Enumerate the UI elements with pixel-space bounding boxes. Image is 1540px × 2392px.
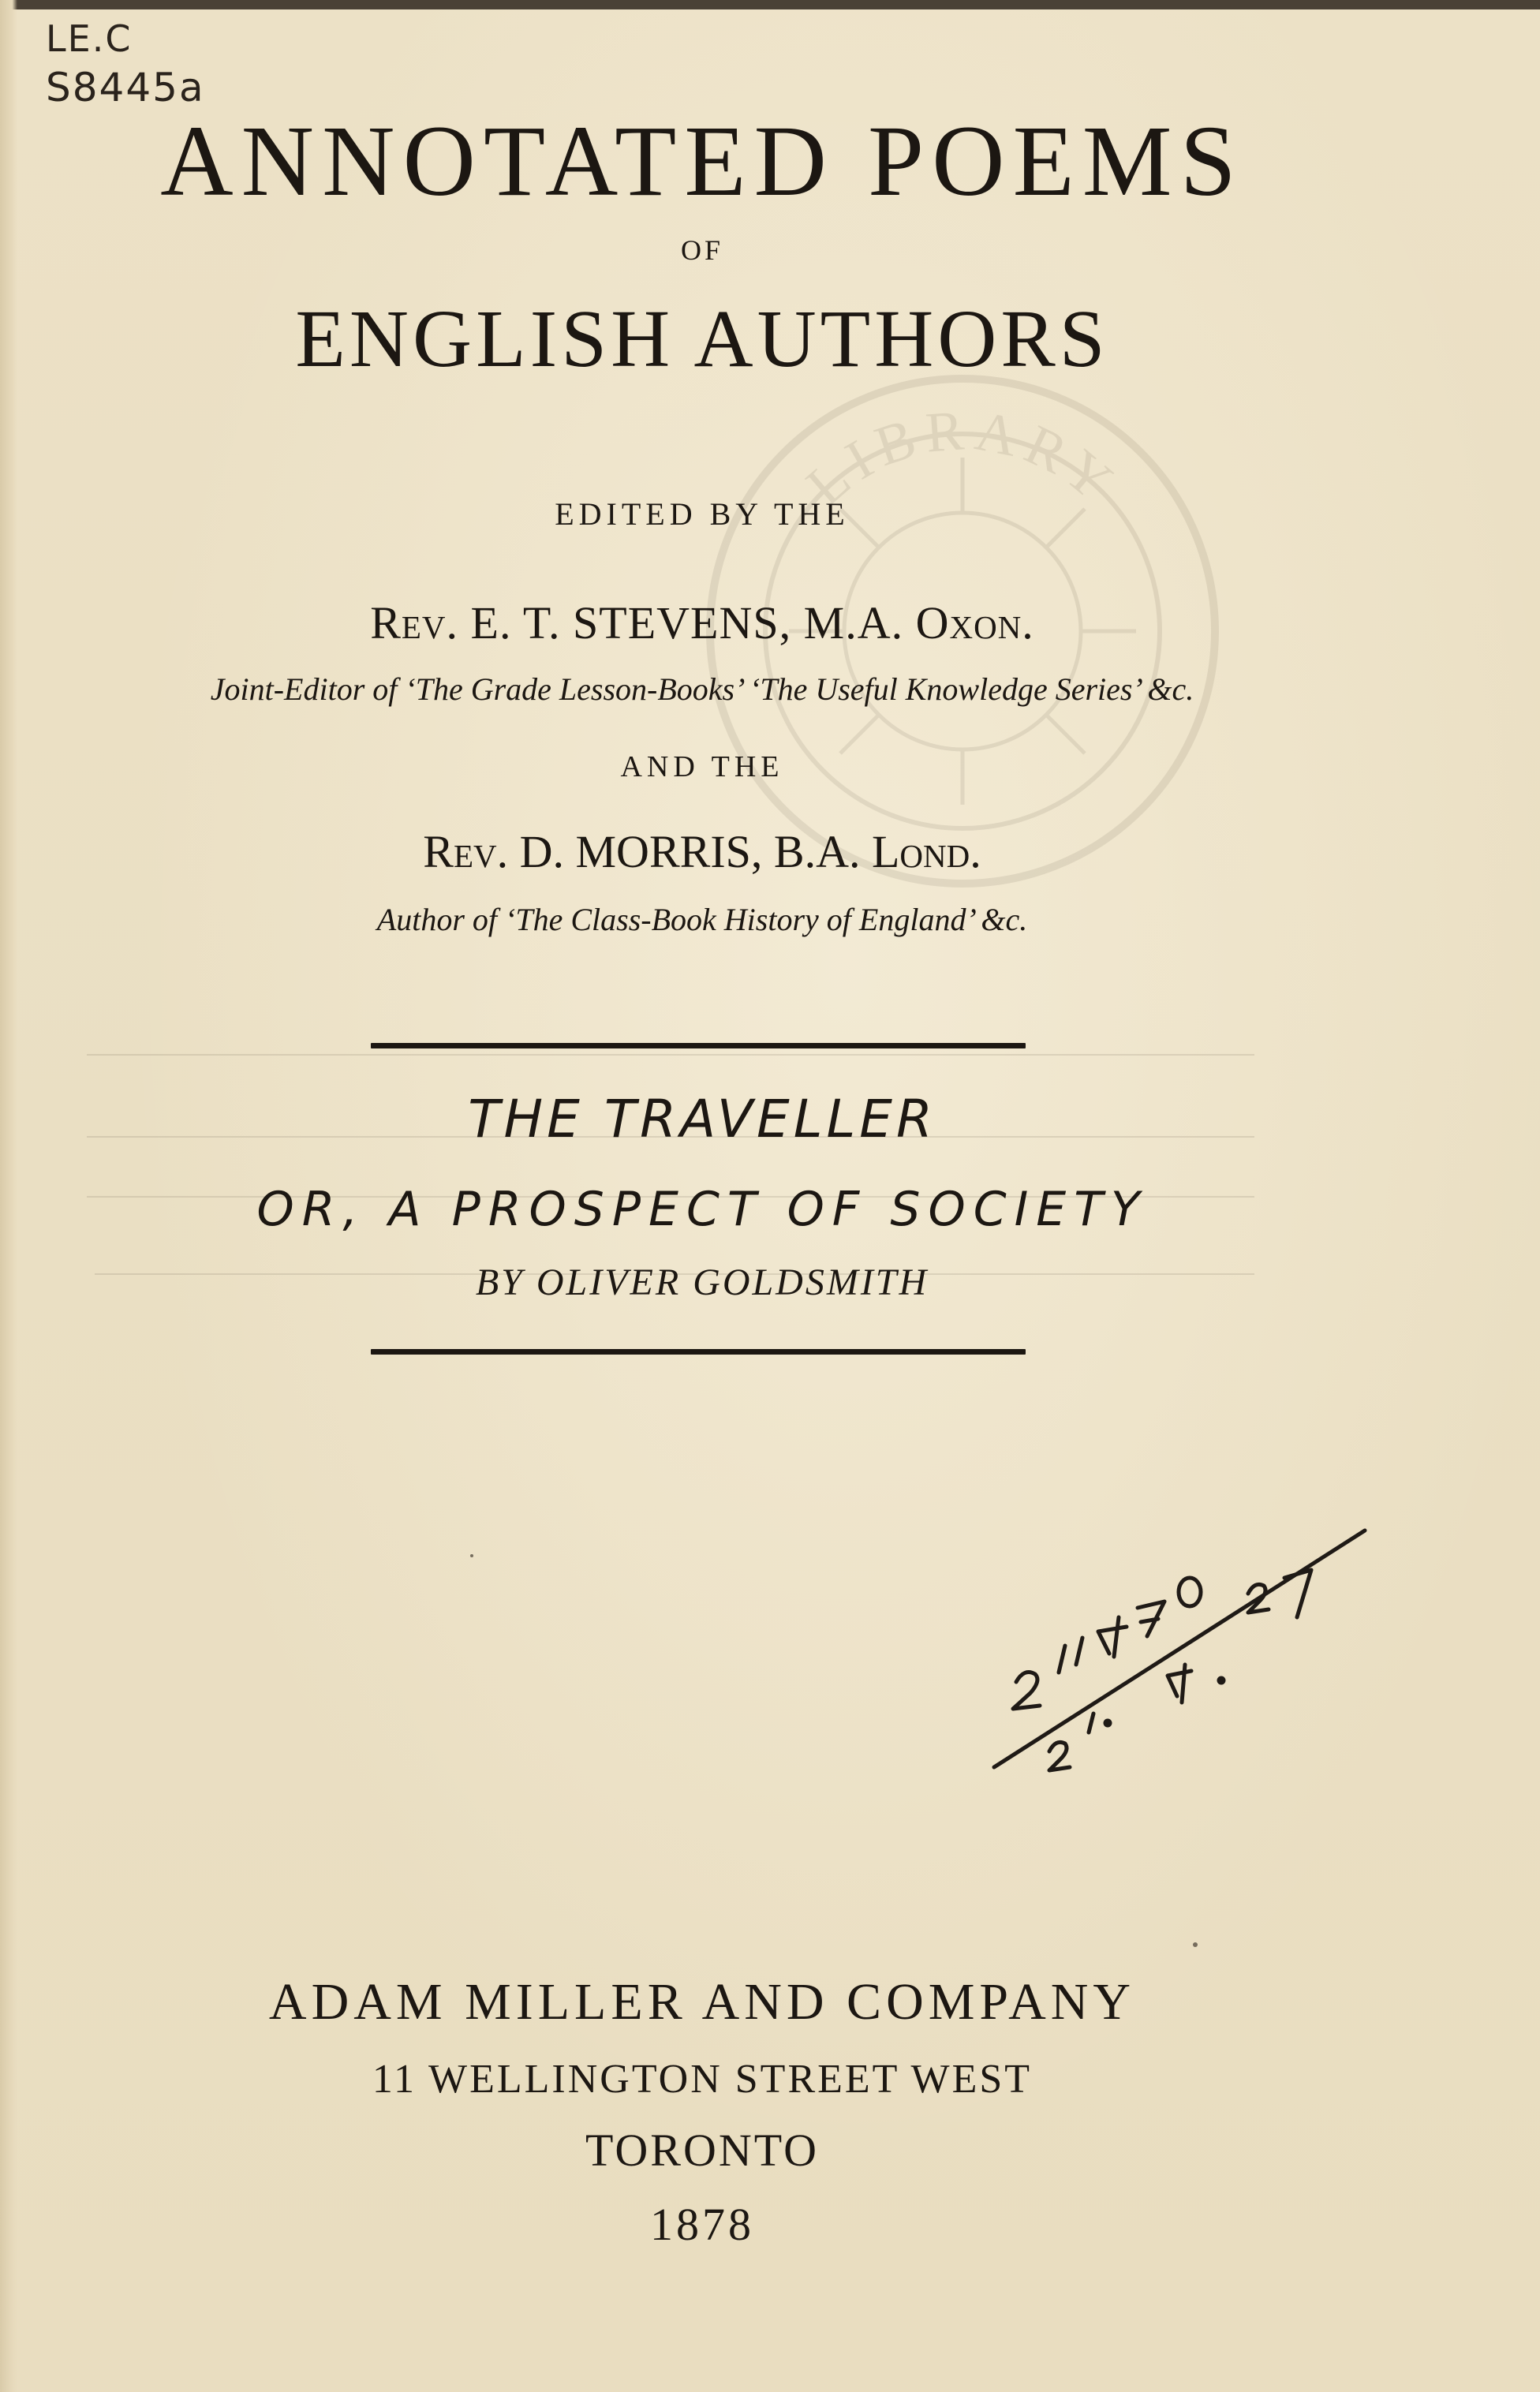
editor-2-name: Rev. D. MORRIS, B.A. Lond. (423, 826, 981, 877)
publisher-address: 11 WELLINGTON STREET WEST (372, 2057, 1033, 2102)
publisher-city: TORONTO (585, 2125, 819, 2176)
handwritten-accession-note (970, 1499, 1460, 1799)
editor-connector: AND THE (620, 750, 784, 783)
editor-2-description: Author of ‘The Class-Book History of England’ &c. (376, 902, 1028, 937)
top-divider-rule (371, 1043, 1026, 1048)
stamp-text: LIBRARY (794, 398, 1131, 518)
editor-1-name: Rev. E. T. STEVENS, M.A. Oxon. (370, 597, 1034, 648)
book-title-line-2: ENGLISH AUTHORS (295, 293, 1109, 384)
paper-speck (1193, 1942, 1198, 1947)
shelfmark-line-2: S8445a (46, 65, 205, 110)
paper-speck (470, 1554, 473, 1557)
work-author: BY OLIVER GOLDSMITH (475, 1261, 929, 1303)
publisher-name: ADAM MILLER AND COMPANY (268, 1973, 1136, 2031)
editor-1-description: Joint-Editor of ‘The Grade Lesson-Books’ ‘The Useful Knowledge Series’ &c. (210, 671, 1194, 707)
work-subtitle: OR, A PROSPECT OF SOCIETY (256, 1182, 1148, 1237)
shelfmark-line-1: LE.C (46, 17, 133, 60)
bottom-divider-rule (371, 1349, 1026, 1355)
edited-by-label: EDITED BY THE (555, 496, 850, 532)
show-through-line (87, 1054, 1254, 1056)
work-title: THE TRAVELLER (468, 1089, 936, 1149)
book-title-line-1: ANNOTATED POEMS (160, 105, 1244, 217)
book-title-of: OF (680, 234, 724, 266)
publication-year: 1878 (650, 2199, 754, 2250)
page-top-edge (0, 0, 1540, 9)
page-binding-edge (0, 0, 17, 2392)
